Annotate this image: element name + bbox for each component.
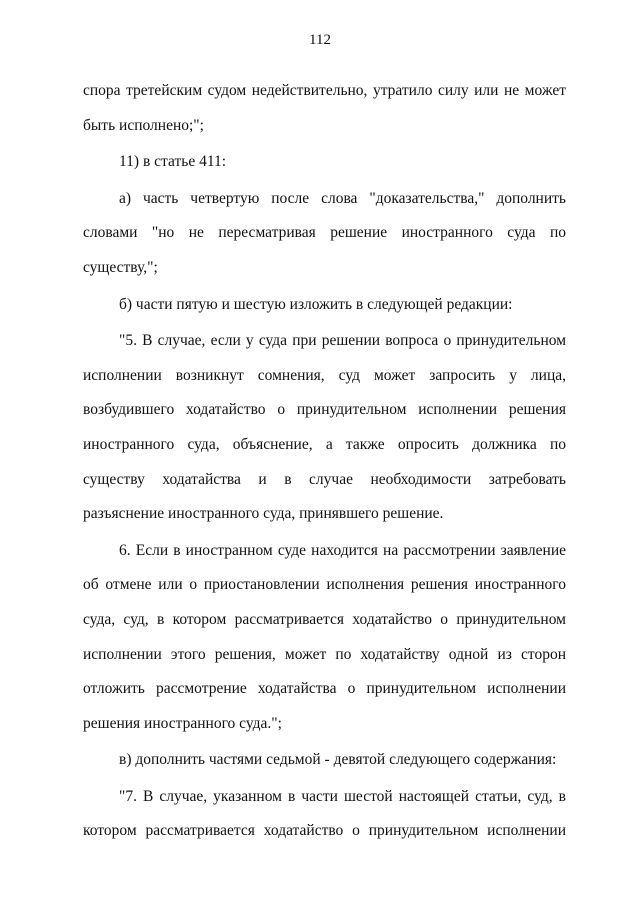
paragraph-parts-five-six-intro: б) части пятую и шестую изложить в следующей редакции: bbox=[119, 295, 513, 313]
paragraph-article-411: 11) в статье 411: bbox=[119, 153, 227, 171]
paragraph-part-six: 6. Если в иностранном суде находится на рассмотрении заявление об отмене или о приостановлении исполнения решения иностранного суда, суд, в котором рассматривается ходатайство о принудительном исполнении этого решения, может по ходатайству одной из сторон отложить рассмотрение ходатайства о принудительном исполнении решения иностранного суда."; bbox=[83, 541, 566, 732]
paragraph-part-seven: "7. В случае, указанном в части шестой настоящей статьи, суд, в котором рассматривается ходатайство о принудительном исполнении bbox=[83, 787, 566, 840]
paragraph-dispute-continuation: спора третейским судом недействительно, утратило силу или не может быть исполнено;"; bbox=[83, 82, 566, 134]
page-number: 112 bbox=[309, 32, 331, 48]
paragraph-parts-seven-nine-intro: в) дополнить частями седьмой - девятой следующего содержания: bbox=[119, 751, 557, 769]
document-body bbox=[83, 74, 566, 849]
paragraph-part-five: "5. В случае, если у суда при решении вопроса о принудительном исполнении возникнут сомнения, суд может запросить у лица, возбудившего ходатайство о принудительном исполнении решения иностранного суда, объяснение, а также опросить должника по существу ходатайства и в случае необходимости затребовать разъяснение иностранного суда, принявшего решение. bbox=[83, 332, 566, 523]
paragraph-part-four-amendment: а) часть четвертую после слова "доказательства," дополнить словами "но не пересматривая решение иностранного суда по существу,"; bbox=[83, 189, 566, 276]
